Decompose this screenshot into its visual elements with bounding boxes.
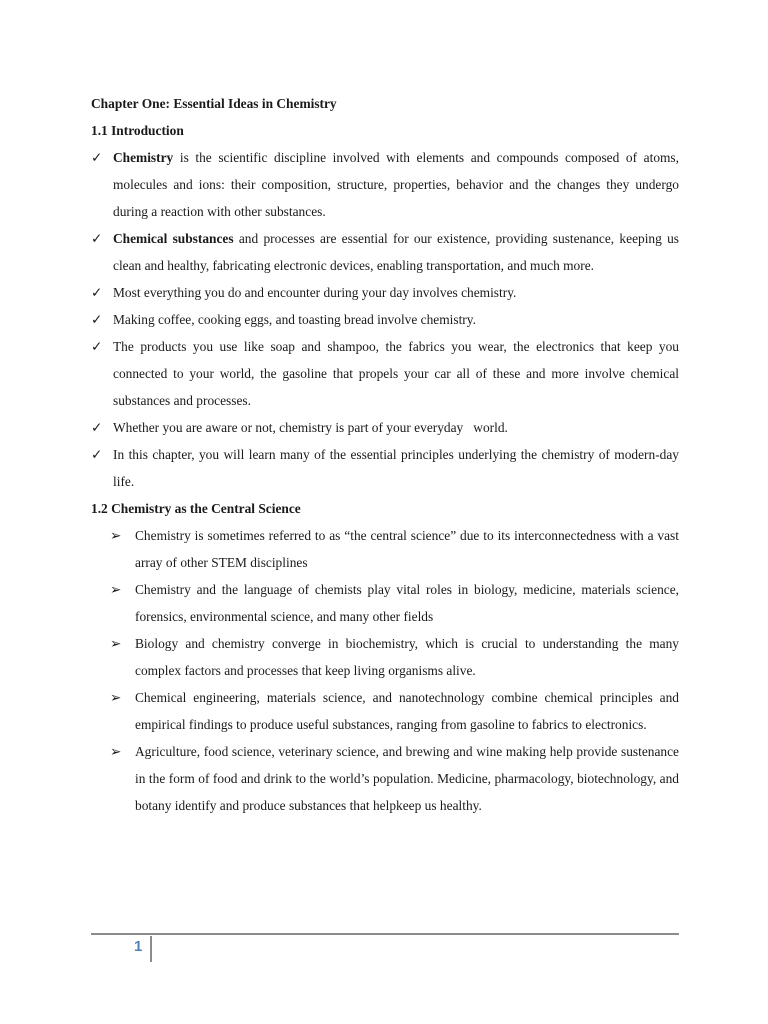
list-item-text	[113, 144, 679, 225]
list-item-text: Chemical engineering, materials science, and nanotechnology combine chemical principles and empirical findings to produce useful substances, ranging from gasoline to fabrics to electronics.	[135, 690, 679, 732]
key-term: Chemistry	[113, 150, 174, 165]
list-item	[91, 333, 679, 414]
list-item-text: Whether you are aware or not, chemistry is part of your everyday world.	[113, 420, 508, 435]
list-item-text: Agriculture, food science, veterinary science, and brewing and wine making help provide sustenance in the form of food and drink to the world’s population. Medicine, pharmacology, biotechnology, and botany identify and produce substances that helpkeep us healthy.	[135, 744, 679, 813]
list-item-text: Chemistry and the language of chemists play vital roles in biology, medicine, materials science, forensics, environmental science, and many other fields	[135, 582, 679, 624]
arrow-bullet-icon: ➢	[110, 636, 122, 651]
list-item	[91, 279, 679, 306]
list-item	[91, 414, 679, 441]
arrow-bullet-icon: ➢	[110, 690, 122, 705]
list-item	[91, 738, 679, 819]
list-item-text: Biology and chemistry converge in biochemistry, which is crucial to understanding the many complex factors and processes that keep living organisms alive.	[135, 636, 679, 678]
list-item-text: In this chapter, you will learn many of the essential principles underlying the chemistry of modern-day life.	[113, 447, 679, 489]
arrow-bullet-icon: ➢	[110, 744, 122, 759]
footer-rule	[91, 933, 679, 935]
checkmark-icon: ✓	[91, 285, 103, 300]
list-item	[91, 684, 679, 738]
list-item-body: is the scientific discipline involved with elements and compounds composed of atoms, molecules and ions: their composition, structure, properties, behavior and the changes they undergo during a reaction with other substances.	[113, 150, 679, 219]
list-item	[91, 144, 679, 225]
section-heading-central-science: 1.2 Chemistry as the Central Science	[91, 501, 301, 516]
checkmark-icon: ✓	[91, 312, 103, 327]
list-item-text: Making coffee, cooking eggs, and toasting bread involve chemistry.	[113, 312, 476, 327]
checkmark-icon: ✓	[91, 447, 103, 462]
list-item	[91, 576, 679, 630]
list-item-text: The products you use like soap and shampoo, the fabrics you wear, the electronics that keep you connected to your world, the gasoline that propels your car all of these and more involve chemical substances and processes.	[113, 339, 679, 408]
document-body	[91, 90, 679, 819]
arrow-bullet-icon: ➢	[110, 582, 122, 597]
list-item	[91, 306, 679, 333]
list-item-body: and processes are essential for our existence, providing sustenance, keeping us clean and healthy, fabricating electronic devices, enabling transportation, and much more.	[113, 231, 679, 273]
list-item	[91, 522, 679, 576]
checkmark-icon: ✓	[91, 420, 103, 435]
checkmark-icon: ✓	[91, 339, 103, 354]
section-heading-introduction: 1.1 Introduction	[91, 123, 184, 138]
list-item-text	[113, 225, 679, 279]
list-item	[91, 225, 679, 279]
introduction-list	[91, 144, 679, 495]
list-item	[91, 630, 679, 684]
arrow-bullet-icon: ➢	[110, 528, 122, 543]
checkmark-icon: ✓	[91, 231, 103, 246]
page-number: 1	[134, 938, 143, 955]
list-item	[91, 441, 679, 495]
list-item-text: Chemistry is sometimes referred to as “the central science” due to its interconnectedness with a vast array of other STEM disciplines	[135, 528, 679, 570]
page-number-divider	[150, 936, 152, 962]
key-term: Chemical substances	[113, 231, 234, 246]
central-science-list	[91, 522, 679, 819]
checkmark-icon: ✓	[91, 150, 103, 165]
list-item-text: Most everything you do and encounter during your day involves chemistry.	[113, 285, 517, 300]
chapter-title: Chapter One: Essential Ideas in Chemistry	[91, 96, 337, 111]
